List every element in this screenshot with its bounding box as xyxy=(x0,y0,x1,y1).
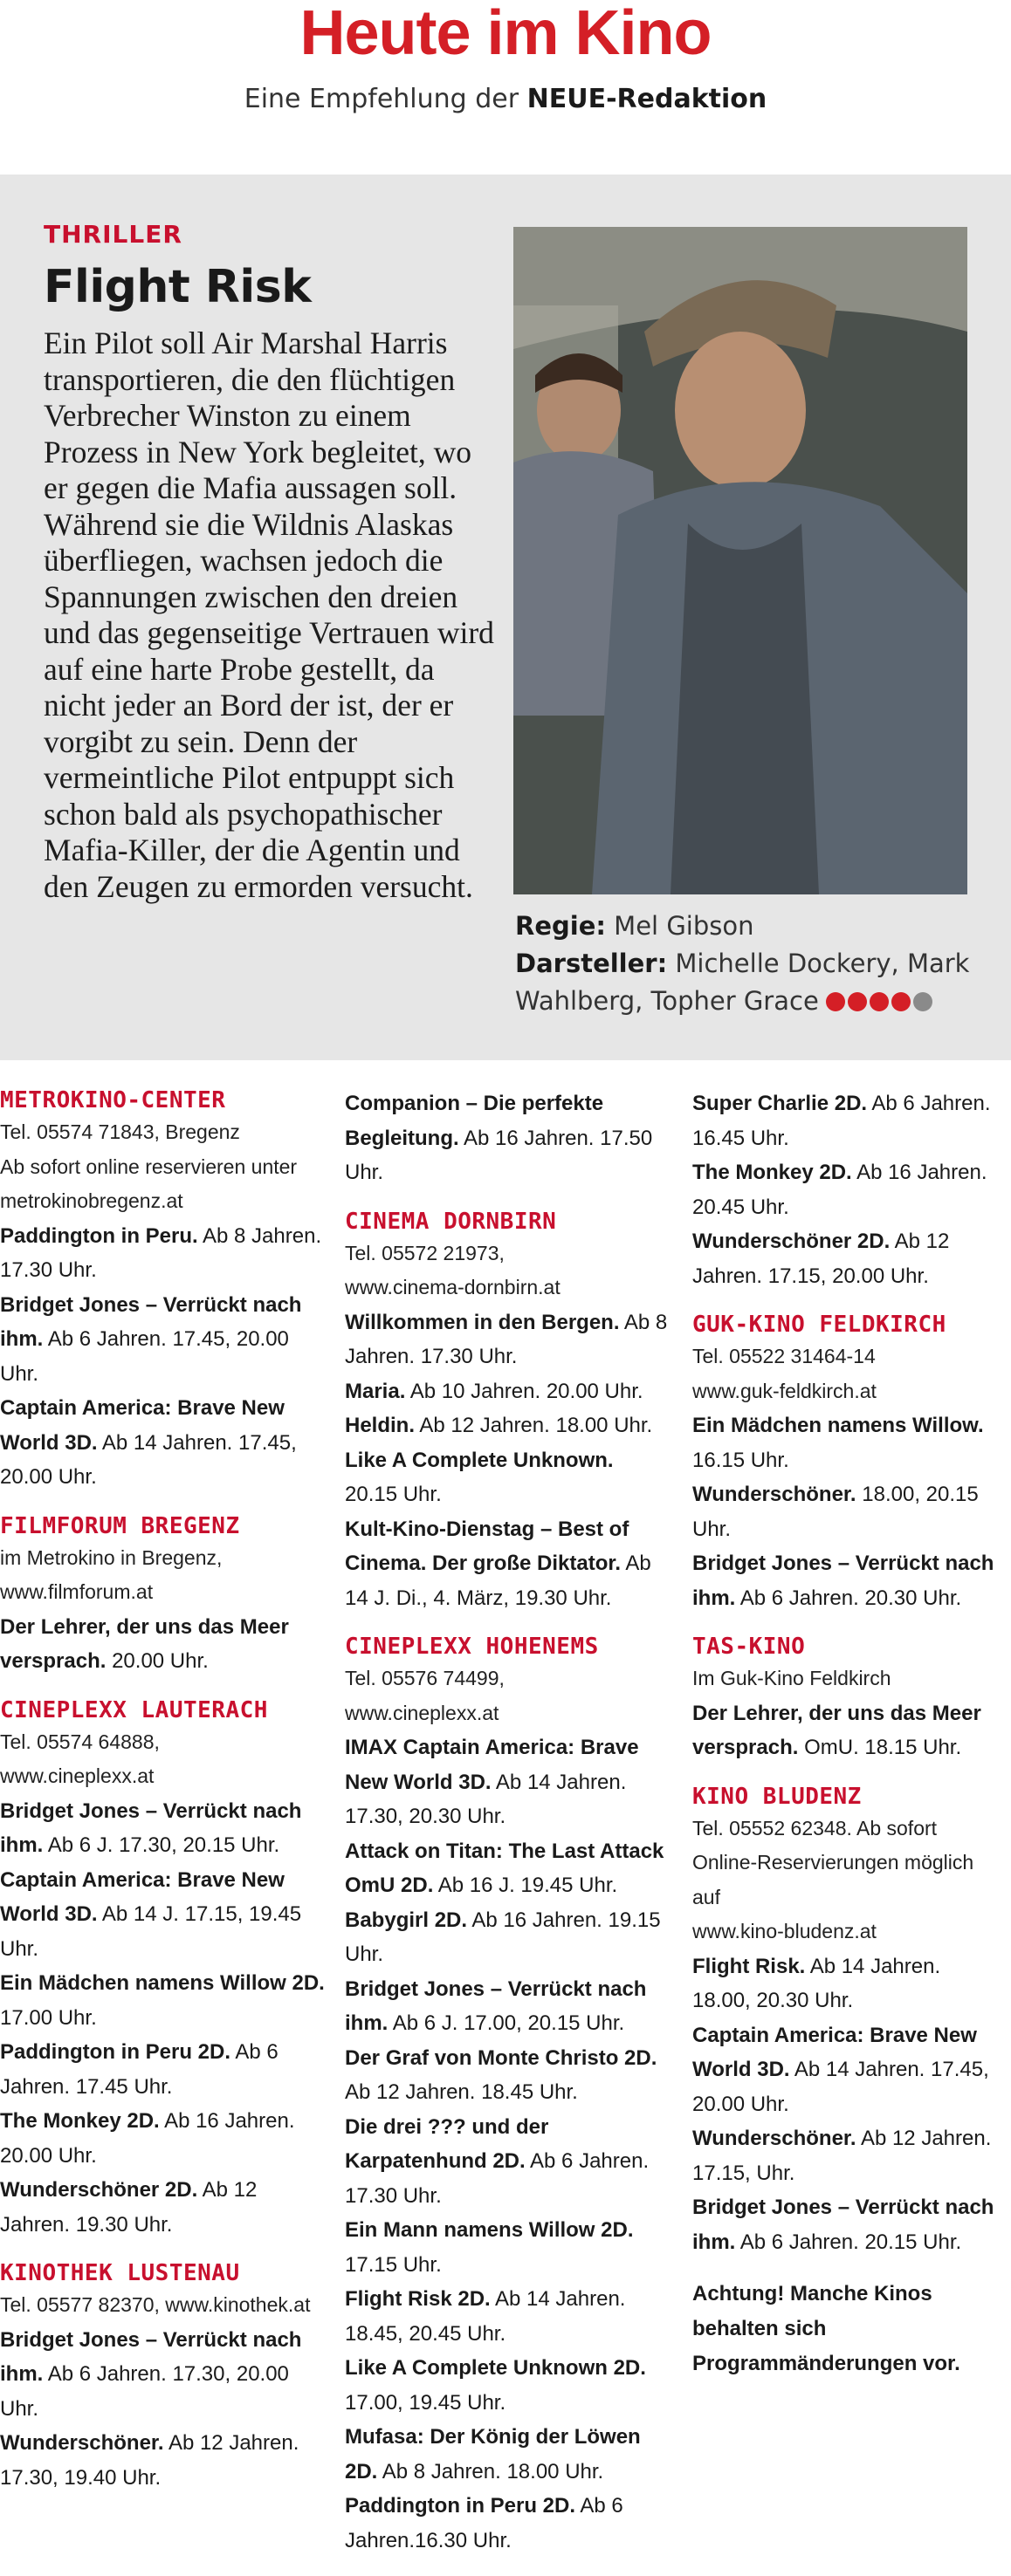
film-title: Bridget Jones – Verrückt nach ihm. xyxy=(692,2196,994,2254)
rating-dots xyxy=(826,984,935,1022)
cinema-name: GUK-KINO FELDKIRCH xyxy=(692,1312,946,1338)
film-title: Ein Mädchen namens Willow. xyxy=(692,1414,984,1437)
rating-dot-empty xyxy=(913,992,932,1011)
cast-line xyxy=(515,945,978,1022)
director-line xyxy=(515,908,978,945)
film-entry xyxy=(0,2323,325,2427)
film-entry xyxy=(692,1949,1000,2018)
film-entry xyxy=(345,1408,670,1443)
film-title: Attack on Titan: The Last Attack OmU 2D. xyxy=(345,1839,664,1897)
page-title: Heute im Kino xyxy=(299,0,712,68)
program-change-note: Achtung! Manche Kinos behalten sich Programmänderungen vor. xyxy=(692,2282,960,2375)
film-title: Maria. xyxy=(345,1379,406,1403)
film-entry xyxy=(345,2110,670,2214)
cinema-info: www.cinema-dornbirn.at xyxy=(345,1276,561,1298)
film-title: The Monkey 2D. xyxy=(692,1161,852,1184)
film-title: Paddington in Peru 2D. xyxy=(345,2494,576,2518)
film-entry xyxy=(345,2041,670,2110)
film-details: Ab 6 Jahren. 17.45, 20.00 Uhr. xyxy=(0,1327,289,1386)
cinema-info: Ab sofort online reservieren unter xyxy=(0,1154,298,1178)
film-details: Ab 6 Jahren. 20.30 Uhr. xyxy=(735,1586,962,1610)
film-title: Bridget Jones – Verrückt nach ihm. xyxy=(0,2327,302,2386)
section-gap xyxy=(692,1615,1000,1633)
director-label: Regie: xyxy=(515,911,606,941)
film-title: Wunderschöner. xyxy=(0,2431,164,2455)
film-entry xyxy=(345,1730,670,1834)
film-details: Ab 14 Jahren. 18.00, 20.30 Uhr. xyxy=(692,1954,941,2012)
film-title: Like A Complete Unknown 2D. xyxy=(345,2356,646,2380)
film-title: Wunderschöner. xyxy=(692,1483,856,1506)
film-title: Bridget Jones – Verrückt nach ihm. xyxy=(692,1552,994,1610)
film-entry xyxy=(692,1477,1000,1546)
section-gap xyxy=(0,2242,325,2259)
rating-dot-filled xyxy=(870,992,889,1011)
masthead xyxy=(0,0,1011,166)
film-title: Captain America: Brave New World 3D. xyxy=(692,2023,977,2081)
film-title: Wunderschöner 2D. xyxy=(0,2178,198,2202)
page-subtitle xyxy=(0,84,1011,114)
film-entry xyxy=(345,2351,670,2420)
film-title: Der Lehrer, der uns das Meer versprach. xyxy=(692,1701,981,1759)
film-title: Willkommen in den Bergen. xyxy=(345,1310,620,1334)
film-entry xyxy=(692,2121,1000,2190)
cast-names: Michelle Dockery, Mark Wahlberg, Topher Grace xyxy=(515,949,970,1016)
film-entry xyxy=(345,2282,670,2351)
film-entry xyxy=(0,2035,325,2104)
cinema-info: Tel. 05574 64888, xyxy=(0,1730,160,1753)
film-details: Ab 14 Jahren. 17.30, 20.30 Uhr. xyxy=(345,1770,627,1828)
film-title: Companion – Die perfekte Begleitung. xyxy=(345,1092,604,1150)
film-entry xyxy=(345,1834,670,1903)
cinema-name: CINEPLEXX HOHENEMS xyxy=(345,1634,599,1660)
film-details: Ab 14 J. Di., 4. März, 19.30 Uhr. xyxy=(345,1552,651,1610)
film-details: 20.15 Uhr. xyxy=(345,1483,442,1506)
film-details: Ab 16 Jahren. 19.15 Uhr. xyxy=(345,1908,661,1966)
cinema-name: CINEMA DORNBIRN xyxy=(345,1208,557,1235)
cinema-info: Tel. 05522 31464-14 xyxy=(692,1345,876,1367)
film-entry xyxy=(0,2104,325,2173)
film-entry xyxy=(692,2190,1000,2259)
film-details: Ab 12 Jahren. 18.45 Uhr. xyxy=(345,2080,578,2104)
film-details: 17.15 Uhr. xyxy=(345,2252,442,2277)
film-entry xyxy=(692,1224,1000,1293)
film-entry xyxy=(692,1408,1000,1477)
section-gap xyxy=(692,1765,1000,1783)
film-entry xyxy=(345,2489,670,2558)
film-title: Kult-Kino-Dienstag – Best of Cinema. Der große Diktator. xyxy=(345,1517,629,1575)
film-entry xyxy=(692,1696,1000,1765)
cinema-info: Tel. 05576 74499, xyxy=(345,1667,505,1689)
film-details: Ab 16 Jahren. 17.50 Uhr. xyxy=(345,1126,653,1184)
film-title: Mufasa: Der König der Löwen 2D. xyxy=(345,2425,641,2484)
subtitle-prefix: Eine Empfehlung der xyxy=(244,84,527,114)
film-title: IMAX Captain America: Brave New World 3D. xyxy=(345,1736,639,1794)
film-title: Der Lehrer, der uns das Meer versprach. xyxy=(0,1614,289,1673)
film-title: Wunderschöner. xyxy=(692,2127,856,2150)
section-gap xyxy=(692,1293,1000,1311)
film-entry xyxy=(345,1305,670,1374)
film-title: Ein Mann namens Willow 2D. xyxy=(345,2218,634,2242)
film-details: Ab 8 Jahren. 18.00 Uhr. xyxy=(377,2459,604,2484)
film-entry xyxy=(345,1086,670,1190)
film-details: 16.15 Uhr. xyxy=(692,1448,789,1472)
rating-dot-filled xyxy=(826,992,845,1011)
film-title: The Monkey 2D. xyxy=(0,2109,160,2133)
film-details: 20.00 Uhr. xyxy=(106,1649,209,1673)
feature-credits xyxy=(515,908,978,1022)
subtitle-bold: NEUE-Redaktion xyxy=(526,84,767,114)
feature-genre: THRILLER xyxy=(44,220,182,249)
film-entry xyxy=(345,2420,670,2489)
film-details: Ab 6 J. 17.30, 20.15 Uhr. xyxy=(43,1833,280,1857)
film-entry xyxy=(0,1610,325,1679)
film-details: Ab 16 Jahren. 20.00 Uhr. xyxy=(0,2109,295,2168)
film-entry xyxy=(0,1863,325,1967)
film-entry xyxy=(345,1512,670,1616)
film-details: Ab 14 Jahren. 18.45, 20.45 Uhr. xyxy=(345,2287,626,2346)
film-title: Babygirl 2D. xyxy=(345,1908,468,1932)
film-details: Ab 12 Jahren. 18.00 Uhr. xyxy=(415,1414,653,1437)
film-details: Ab 6 Jahren. 17.30, 20.00 Uhr. xyxy=(0,2362,289,2421)
film-entry xyxy=(692,2018,1000,2122)
listing-column-2 xyxy=(345,1086,670,2558)
film-title: Bridget Jones – Verrückt nach ihm. xyxy=(0,1798,302,1857)
film-entry xyxy=(692,1155,1000,1224)
film-entry xyxy=(0,1219,325,1288)
film-entry xyxy=(0,1966,325,2035)
film-details: Ab 6 Jahren.16.30 Uhr. xyxy=(345,2494,623,2552)
film-entry xyxy=(345,1903,670,1972)
cinema-info: metrokinobregenz.at xyxy=(0,1189,183,1212)
feature-text xyxy=(44,220,498,905)
film-details: Ab 6 Jahren. 17.45 Uhr. xyxy=(0,2040,279,2099)
film-title: Captain America: Brave New World 3D. xyxy=(0,1396,285,1455)
section-gap xyxy=(0,1679,325,1696)
cinema-info: www.cineplexx.at xyxy=(0,1764,155,1787)
film-title: Like A Complete Unknown. xyxy=(345,1448,614,1472)
film-details: Ab 12 Jahren. 17.15, 20.00 Uhr. xyxy=(692,1230,950,1288)
film-details: Ab 6 Jahren. 17.30 Uhr. xyxy=(345,2149,650,2208)
cinema-info: im Metrokino in Bregenz, xyxy=(0,1545,223,1569)
film-details: Ab 16 J. 19.45 Uhr. xyxy=(433,1874,618,1897)
film-details: Ab 10 Jahren. 20.00 Uhr. xyxy=(405,1379,643,1403)
section-gap xyxy=(345,1615,670,1633)
rating-dot-filled xyxy=(848,992,867,1011)
film-title: Die drei ??? und der Karpatenhund 2D. xyxy=(345,2114,549,2173)
listing-column-1 xyxy=(0,1086,325,2495)
film-details: Ab 14 J. 17.15, 19.45 Uhr. xyxy=(0,1902,302,1961)
cast-label: Darsteller: xyxy=(515,949,668,978)
featured-film-box xyxy=(0,175,1011,1060)
film-title: Bridget Jones – Verrückt nach ihm. xyxy=(345,1977,647,2035)
cinema-name: KINO BLUDENZ xyxy=(692,1783,862,1810)
director-name: Mel Gibson xyxy=(605,911,754,941)
film-title: Captain America: Brave New World 3D. xyxy=(0,1867,285,1926)
film-title: Ein Mädchen namens Willow 2D. xyxy=(0,1971,325,1995)
cinema-info: Tel. 05572 21973, xyxy=(345,1241,505,1264)
cinema-info: Im Guk-Kino Feldkirch xyxy=(692,1667,891,1689)
film-title: Heldin. xyxy=(345,1414,416,1437)
film-entry xyxy=(692,1086,1000,1155)
film-details: Ab 6 Jahren. 20.15 Uhr. xyxy=(735,2230,962,2254)
film-details: Ab 8 Jahren. 17.30 Uhr. xyxy=(0,1223,322,1282)
film-still-photo xyxy=(513,227,967,894)
film-title: Der Graf von Monte Christo 2D. xyxy=(345,2045,657,2070)
cinema-info: Tel. 05552 62348. Ab sofort Online-Reservierungen möglich auf xyxy=(692,1816,974,1908)
listing-column-3 xyxy=(692,1086,1000,2381)
cinema-name: FILMFORUM BREGENZ xyxy=(0,1512,240,1539)
film-entry xyxy=(345,1972,670,2041)
film-title: Bridget Jones – Verrückt nach ihm. xyxy=(0,1292,302,1351)
film-entry xyxy=(345,1443,670,1512)
film-entry xyxy=(0,2173,325,2242)
film-still-illustration xyxy=(513,227,967,894)
cinema-info: www.guk-feldkirch.at xyxy=(692,1379,877,1402)
film-title: Paddington in Peru 2D. xyxy=(0,2040,231,2064)
section-gap xyxy=(692,2259,1000,2277)
cinema-name: TAS-KINO xyxy=(692,1634,806,1660)
film-details: Ab 12 Jahren. 19.30 Uhr. xyxy=(0,2178,258,2237)
film-entry xyxy=(345,2213,670,2282)
film-entry xyxy=(345,1374,670,1409)
film-details: Ab 6 Jahren. 16.45 Uhr. xyxy=(692,1092,991,1150)
cinema-name: METROKINO-CENTER xyxy=(0,1087,226,1113)
film-entry xyxy=(0,1794,325,1863)
film-details: 17.00, 19.45 Uhr. xyxy=(345,2390,506,2415)
film-entry xyxy=(0,1391,325,1495)
film-title: Flight Risk 2D. xyxy=(345,2287,491,2311)
film-title: Paddington in Peru. xyxy=(0,1223,198,1248)
rating-dot-filled xyxy=(891,992,911,1011)
cinema-info: Tel. 05574 71843, Bregenz xyxy=(0,1120,240,1143)
film-details: Ab 14 Jahren. 17.45, 20.00 Uhr. xyxy=(0,1430,297,1489)
film-entry xyxy=(692,1546,1000,1615)
film-details: 17.00 Uhr. xyxy=(0,2005,97,2030)
film-details: Ab 6 J. 17.00, 20.15 Uhr. xyxy=(388,2011,625,2035)
film-title: Super Charlie 2D. xyxy=(692,1092,868,1115)
film-entry xyxy=(0,1288,325,1392)
film-details: Ab 12 Jahren. 17.30, 19.40 Uhr. xyxy=(0,2431,299,2490)
film-details: 18.00, 20.15 Uhr. xyxy=(692,1483,979,1541)
cinema-info: www.filmforum.at xyxy=(0,1580,154,1603)
cinema-info: www.kino-bludenz.at xyxy=(692,1920,877,1942)
cinema-name: KINOTHEK LUSTENAU xyxy=(0,2260,240,2286)
film-title: Flight Risk. xyxy=(692,1954,806,1978)
film-details: Ab 12 Jahren. 17.15, Uhr. xyxy=(692,2127,992,2185)
film-entry xyxy=(0,2426,325,2495)
cinema-info: www.cineplexx.at xyxy=(345,1701,499,1724)
section-gap xyxy=(345,1190,670,1208)
feature-title: Flight Risk xyxy=(44,261,312,313)
film-details: Ab 16 Jahren. 20.45 Uhr. xyxy=(692,1161,987,1219)
section-gap xyxy=(0,1495,325,1512)
film-details: Ab 8 Jahren. 17.30 Uhr. xyxy=(345,1310,668,1368)
film-title: Wunderschöner 2D. xyxy=(692,1230,891,1253)
film-details: Ab 14 Jahren. 17.45, 20.00 Uhr. xyxy=(692,2058,989,2116)
feature-blurb: Ein Pilot soll Air Marshal Harris transportieren, die den flüchtigen Verbrecher Winston zu einem Prozess in New York begleitet, wo er gegen die Mafia aussagen soll. Während sie die Wildnis Alaskas überfliegen, wachsen jedoch die Spannungen zwischen den dreien und das gegenseitige Vertrauen wird auf eine harte Probe gestellt, da nicht jeder an Bord der ist, der er vorgibt zu sein. Denn der vermeintliche Pilot entpuppt sich schon bald als psychopathischer Mafia-Killer, der die Agentin und den Zeugen zu ermorden versucht. xyxy=(44,325,494,904)
cinema-info: Tel. 05577 82370, www.kinothek.at xyxy=(0,2293,311,2316)
film-details: OmU. 18.15 Uhr. xyxy=(798,1736,962,1759)
cinema-name: CINEPLEXX LAUTERACH xyxy=(0,1696,268,1723)
